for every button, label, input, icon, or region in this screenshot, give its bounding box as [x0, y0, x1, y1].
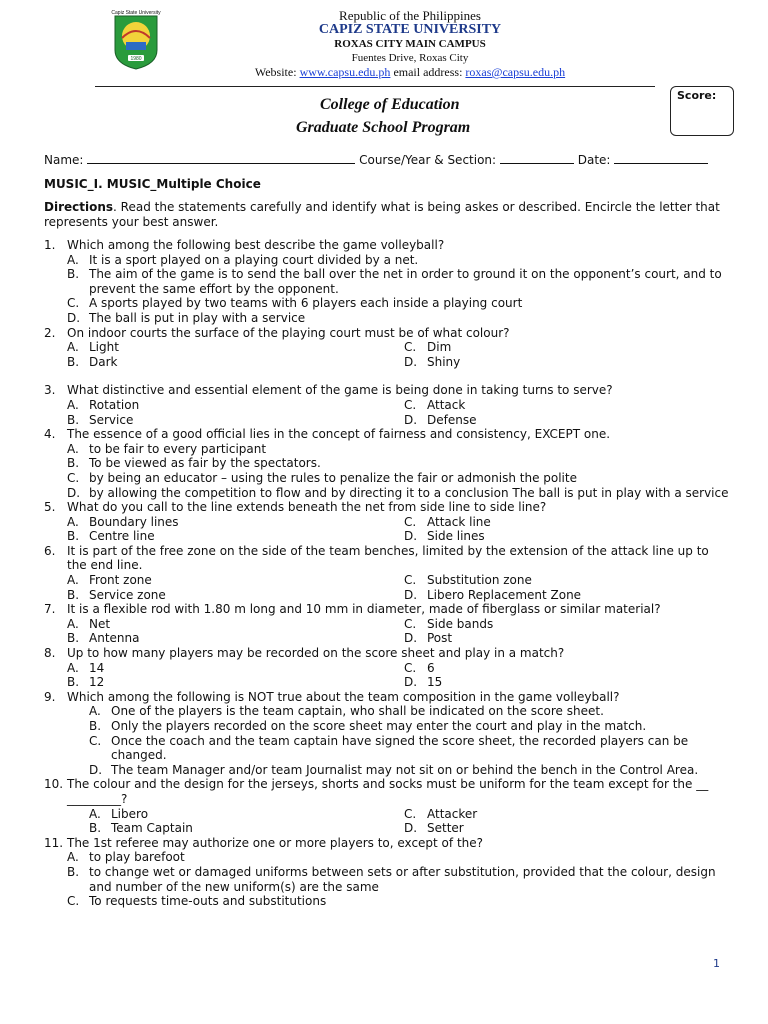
option-letter: A. [67, 441, 79, 456]
answer-option[interactable] [44, 267, 730, 296]
question-stem: The 1st referee may authorize one or more players to, except of the? [67, 835, 484, 850]
option-letter: D. [67, 310, 81, 325]
question-number: 6. [44, 543, 56, 558]
answer-option[interactable] [44, 340, 404, 355]
question-text [44, 602, 730, 617]
answer-option-row [44, 821, 730, 836]
question-stem: Up to how many players may be recorded on the score sheet and play in a match? [67, 646, 565, 661]
answer-option-row [44, 413, 730, 428]
option-letter: A. [67, 850, 79, 865]
option-text: Dark [89, 354, 118, 369]
option-letter: A. [67, 397, 79, 412]
answer-option[interactable] [44, 807, 404, 822]
answer-option-row [44, 661, 730, 676]
answer-option[interactable] [404, 588, 730, 603]
question-block [44, 836, 730, 909]
answer-option[interactable] [404, 340, 730, 355]
answer-option[interactable] [404, 675, 730, 690]
question-block [44, 427, 730, 500]
website-link[interactable]: www.capsu.edu.ph [299, 65, 391, 79]
question-text [44, 383, 730, 398]
option-letter: C. [404, 514, 417, 529]
option-letter: D. [404, 631, 418, 646]
option-text: 15 [427, 675, 443, 690]
question-block [44, 383, 730, 427]
question-stem: The essence of a good official lies in the concept of fairness and consistency, EXCEPT one. [67, 427, 611, 442]
question-text [44, 646, 730, 661]
option-text: to be fair to every participant [89, 441, 267, 456]
option-text: The ball is put in play with a service [89, 310, 306, 325]
option-letter: B. [67, 864, 80, 879]
option-letter: B. [67, 631, 80, 646]
answer-option[interactable] [404, 661, 730, 676]
option-text: One of the players is the team captain, who shall be indicated on the score sheet. [111, 704, 604, 719]
answer-option[interactable] [44, 763, 730, 778]
option-letter: D. [404, 675, 418, 690]
logo-caption: Capiz State University [111, 10, 161, 16]
option-letter: B. [67, 675, 80, 690]
option-letter: D. [67, 485, 81, 500]
answer-option[interactable] [44, 704, 730, 719]
question-block [44, 326, 730, 370]
option-text: Service zone [89, 587, 166, 602]
option-letter: C. [404, 616, 417, 631]
answer-option[interactable] [44, 631, 404, 646]
answer-option-row [44, 573, 730, 588]
student-info-row [44, 153, 744, 167]
question-block [44, 544, 730, 602]
option-text: To be viewed as fair by the spectators. [89, 456, 321, 471]
question-number: 8. [44, 646, 56, 661]
directions-text: . Read the statements carefully and identify what is being askes or described. Encircle the letter that represents your best answer. [44, 200, 720, 229]
answer-option[interactable] [44, 850, 730, 865]
answer-option-row [44, 355, 730, 370]
directions-label: Directions [44, 200, 114, 214]
question-text [44, 544, 730, 573]
college-title: College of Education [320, 96, 460, 113]
option-text: 14 [89, 660, 105, 675]
answer-option[interactable] [44, 398, 404, 413]
option-letter: D. [89, 762, 103, 777]
option-letter: C. [89, 733, 102, 748]
answer-option[interactable] [44, 515, 404, 530]
option-text: Only the players recorded on the score sheet may enter the court and play in the match. [111, 719, 647, 733]
option-text: Service [89, 412, 134, 427]
header-divider [95, 86, 655, 87]
answer-option[interactable] [404, 398, 730, 413]
question-stem: Which among the following best describe the game volleyball? [67, 238, 445, 252]
answer-option[interactable] [44, 253, 730, 268]
answer-option-row [44, 617, 730, 632]
question-text [44, 500, 730, 515]
option-letter: B. [67, 354, 80, 369]
score-box [670, 86, 734, 136]
option-text: Shiny [427, 354, 461, 369]
question-text [44, 427, 730, 442]
option-letter: A. [67, 340, 79, 355]
option-text: Defense [427, 412, 477, 427]
question-text [44, 690, 730, 705]
course-field[interactable] [500, 153, 574, 164]
option-letter: C. [67, 470, 80, 485]
question-stem: On indoor courts the surface of the playing court must be of what colour? [67, 325, 510, 340]
answer-option-row [44, 588, 730, 603]
option-letter: B. [89, 719, 102, 733]
option-text: 12 [89, 675, 105, 690]
option-letter: A. [67, 514, 79, 529]
question-text [44, 836, 730, 851]
option-letter: B. [89, 821, 102, 836]
republic-line: Republic of the Philippines [339, 8, 481, 23]
name-field[interactable] [87, 153, 355, 164]
question-number: 7. [44, 602, 56, 617]
page-number: 1 [713, 957, 720, 970]
answer-option-row [44, 529, 730, 544]
question-list [44, 238, 730, 909]
answer-option-row [44, 631, 730, 646]
logo-year: 1980 [130, 56, 142, 62]
option-text: Side lines [427, 529, 485, 544]
answer-option[interactable] [44, 894, 730, 909]
course-label: Course/Year & Section: [359, 153, 497, 167]
option-text: Dim [427, 340, 452, 355]
answer-option[interactable] [44, 675, 404, 690]
answer-option[interactable] [404, 529, 730, 544]
question-block [44, 238, 730, 326]
option-text: to change wet or damaged uniforms between sets or after substitution, provided that the colour, design and number of the new uniform(s) are the same [89, 864, 716, 894]
option-text: Post [427, 631, 453, 646]
question-stem: What distinctive and essential element of the game is being done in taking turns to serve? [67, 383, 613, 398]
answer-option[interactable] [44, 296, 730, 311]
test-title: MUSIC_I. MUSIC_Multiple Choice [44, 177, 261, 191]
answer-option[interactable] [44, 588, 404, 603]
date-field[interactable] [614, 153, 708, 164]
answer-option[interactable] [44, 719, 730, 734]
university-name: CAPIZ STATE UNIVERSITY [318, 22, 502, 37]
name-label: Name: [44, 153, 84, 167]
answer-option[interactable] [44, 821, 404, 836]
answer-option[interactable] [44, 617, 404, 632]
option-text: Light [89, 340, 119, 355]
option-text: The aim of the game is to send the ball over the net in order to ground it on the opponent’s court, and to prevent the same effort by the opponent. [89, 267, 722, 296]
option-letter: D. [404, 412, 418, 427]
option-letter: B. [67, 412, 80, 427]
option-text: It is a sport played on a playing court divided by a net. [89, 252, 419, 267]
question-text [44, 326, 730, 341]
answer-option-row [44, 515, 730, 530]
question-stem: It is part of the free zone on the side of the team benches, limited by the extension of the attack line up to the end line. [67, 543, 709, 573]
question-block [44, 500, 730, 544]
question-block [44, 602, 730, 646]
option-text: A sports played by two teams with 6 players each inside a playing court [89, 296, 523, 311]
question-number: 3. [44, 383, 56, 398]
question-number: 4. [44, 427, 56, 442]
option-text: Substitution zone [427, 573, 532, 588]
option-letter: C. [404, 806, 417, 821]
answer-option[interactable] [404, 617, 730, 632]
option-letter: C. [404, 660, 417, 675]
option-letter: C. [67, 296, 80, 311]
option-letter: B. [67, 267, 80, 282]
answer-option[interactable] [44, 865, 730, 894]
option-text: Rotation [89, 397, 140, 412]
option-text: Libero [111, 806, 149, 821]
answer-option[interactable] [404, 515, 730, 530]
option-text: The team Manager and/or team Journalist may not sit on or behind the bench in the Control Area. [111, 762, 699, 777]
directions [44, 200, 730, 229]
question-number: 10. [44, 777, 64, 792]
answer-option[interactable] [44, 734, 730, 763]
question-block [44, 690, 730, 778]
option-letter: A. [67, 660, 79, 675]
website-label: Website: [254, 65, 297, 79]
option-text: Once the coach and the team captain have signed the score sheet, the recorded players can be changed. [111, 733, 689, 763]
program-title: Graduate School Program [296, 119, 471, 136]
option-text: Attacker [427, 806, 478, 821]
question-block [44, 646, 730, 690]
question-number: 2. [44, 325, 56, 340]
option-text: Net [89, 616, 111, 631]
option-text: Team Captain [111, 821, 193, 836]
option-text: Setter [427, 821, 464, 836]
date-label: Date: [577, 153, 611, 167]
answer-option-row [44, 340, 730, 355]
answer-option[interactable] [404, 807, 730, 822]
answer-option[interactable] [44, 413, 404, 428]
option-letter: B. [67, 529, 80, 544]
question-block [44, 777, 730, 835]
answer-option[interactable] [404, 573, 730, 588]
option-text: Libero Replacement Zone [427, 587, 582, 602]
answer-option[interactable] [44, 311, 730, 326]
score-label: Score: [677, 89, 717, 102]
option-letter: D. [404, 354, 418, 369]
answer-option[interactable] [404, 413, 730, 428]
question-stem: What do you call to the line extends beneath the net from side line to side line? [67, 500, 547, 515]
campus-name: ROXAS CITY MAIN CAMPUS [334, 38, 486, 50]
option-text: Antenna [89, 631, 140, 646]
campus-address: Fuentes Drive, Roxas City [351, 52, 469, 64]
question-stem: Which among the following is NOT true about the team composition in the game volleyball? [67, 689, 620, 704]
question-stem: The colour and the design for the jerseys, shorts and socks must be uniform for the team except for the __ _________? [67, 777, 709, 806]
answer-option[interactable] [44, 355, 404, 370]
option-text: Side bands [427, 616, 494, 631]
option-letter: A. [89, 806, 101, 821]
answer-option[interactable] [44, 486, 730, 501]
answer-option[interactable] [404, 821, 730, 836]
option-text: Front zone [89, 573, 152, 588]
answer-option[interactable] [44, 661, 404, 676]
option-letter: A. [89, 704, 101, 719]
answer-option[interactable] [404, 355, 730, 370]
question-stem: It is a flexible rod with 1.80 m long and 10 mm in diameter, made of fiberglass or similar material? [67, 602, 661, 617]
option-letter: B. [67, 587, 80, 602]
option-letter: C. [404, 397, 417, 412]
question-number: 11. [44, 835, 64, 850]
answer-option-row [44, 807, 730, 822]
option-text: Centre line [89, 529, 155, 544]
answer-option-row [44, 675, 730, 690]
email-link[interactable]: roxas@capsu.edu.ph [465, 65, 566, 79]
option-letter: C. [67, 894, 80, 909]
option-letter: D. [404, 529, 418, 544]
option-text: Attack line [427, 514, 491, 529]
option-letter: D. [404, 587, 418, 602]
answer-option[interactable] [44, 442, 730, 457]
question-text [44, 777, 730, 806]
option-text: To requests time-outs and substitutions [89, 894, 327, 909]
question-number: 5. [44, 500, 56, 515]
answer-option[interactable] [404, 631, 730, 646]
option-text: by being an educator – using the rules to penalize the fair or admonish the polite [89, 470, 577, 485]
option-letter: A. [67, 616, 79, 631]
email-label: email address: [393, 65, 463, 79]
option-letter: A. [67, 573, 79, 588]
question-number: 9. [44, 689, 56, 704]
answer-option[interactable] [44, 471, 730, 486]
option-text: 6 [427, 660, 435, 675]
question-text [44, 238, 730, 253]
question-number: 1. [44, 238, 56, 252]
option-letter: D. [404, 821, 418, 836]
option-letter: C. [404, 573, 417, 588]
answer-option[interactable] [44, 529, 404, 544]
option-text: to play barefoot [89, 850, 185, 865]
option-text: by allowing the competition to flow and by directing it to a conclusion The ball is put in play with a service [89, 485, 729, 500]
answer-option-row [44, 398, 730, 413]
option-letter: A. [67, 252, 79, 267]
option-letter: B. [67, 456, 80, 471]
answer-option[interactable] [44, 573, 404, 588]
option-letter: C. [404, 340, 417, 355]
contact-line [150, 65, 670, 79]
option-text: Attack [427, 397, 466, 412]
option-text: Boundary lines [89, 514, 179, 529]
answer-option[interactable] [44, 456, 730, 471]
